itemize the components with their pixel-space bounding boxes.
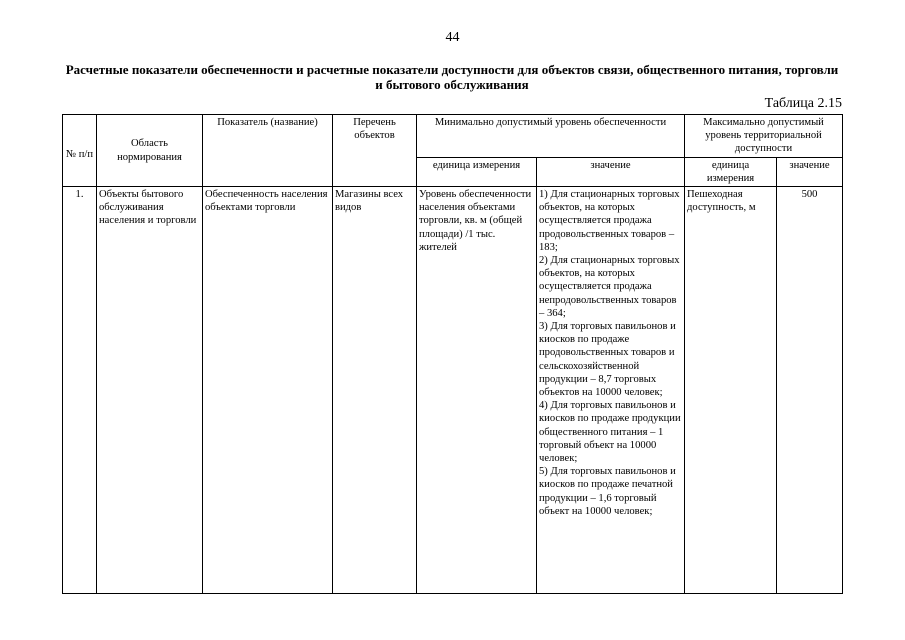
row-unit: Уровень обеспеченности населения объектами торговли, кв. м (общей площади) /1 тыс. жителей	[417, 187, 537, 594]
row-value: 1) Для стационарных торговых объектов, на которых осуществляется продажа продовольственных товаров – 183; 2) Для стационарных торговых объектов, на которых осуществляется продажа непродовольственных товаров – 364; 3) Для торговых павильонов и киосков по продаже продовольственных товаров и сельскохозяйственной продукции – 8,7 торговых объектов на 10000 человек; 4) Для торговых павильонов и киосков по продаже продукции общественного питания – 1 торговый объект на 10000 человек; 5) Для торговых павильонов и киосков по продаже печатной продукции – 1,6 торговый объект на 10000 человек;	[537, 187, 685, 594]
table-row	[63, 187, 843, 594]
header-row-1	[63, 115, 843, 158]
row-num: 1.	[63, 187, 97, 594]
row-max-unit: Пешеходная доступность, м	[685, 187, 777, 594]
header-value-2: значение	[777, 157, 843, 186]
table-caption: Таблица 2.15	[764, 96, 842, 111]
document-title: Расчетные показатели обеспеченности и расчетные показатели доступности для объектов связи, общественного питания, торговли и бытового обслуживания	[65, 62, 839, 92]
standards-table	[62, 114, 843, 594]
header-area: Область нормирования	[97, 115, 203, 187]
row-indicator: Обеспеченность населения объектами торговли	[203, 187, 333, 594]
row-objects: Магазины всех видов	[333, 187, 417, 594]
header-unit-2: единица измерения	[685, 157, 777, 186]
header-max-level: Максимально допустимый уровень территориальной доступности	[685, 115, 843, 158]
row-area: Объекты бытового обслуживания населения и торговли	[97, 187, 203, 594]
header-objects: Перечень объектов	[333, 115, 417, 187]
page-number: 44	[445, 30, 460, 45]
row-max-value: 500	[777, 187, 843, 594]
header-indicator: Показатель (название)	[203, 115, 333, 187]
header-value: значение	[537, 157, 685, 186]
header-unit: единица измерения	[417, 157, 537, 186]
header-min-level: Минимально допустимый уровень обеспеченности	[417, 115, 685, 158]
header-num: № п/п	[63, 115, 97, 187]
